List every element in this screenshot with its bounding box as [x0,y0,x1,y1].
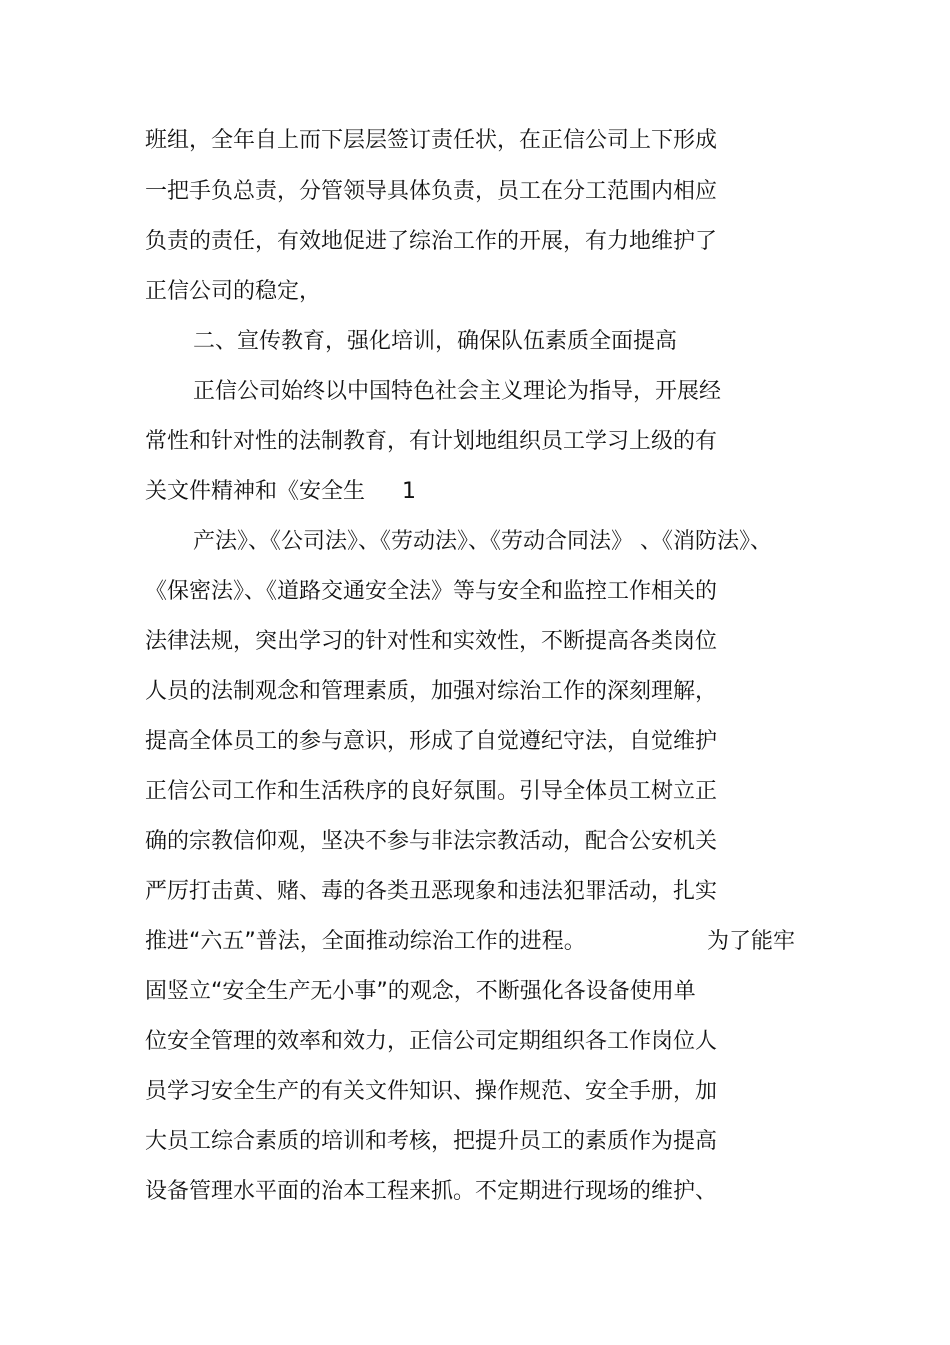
text-line: 位安全管理的效率和效力，正信公司定期组织各工作岗位人 [145,1029,718,1054]
text-line: 严厉打击黄、赌、毒的各类丑恶现象和违法犯罪活动，扎实 [145,879,718,904]
section-heading: 二、宣传教育，强化培训，确保队伍素质全面提高 [193,329,678,354]
text-line: 常性和针对性的法制教育，有计划地组织员工学习上级的有 [145,429,718,454]
text-line-tail: 为了能牢 [707,929,796,954]
text-line: 大员工综合素质的培训和考核，把提升员工的素质作为提高 [145,1129,718,1154]
text-line: 提高全体员工的参与意识，形成了自觉遵纪守法，自觉维护 [145,729,718,754]
text-line: 《保密法》、《道路交通安全法》等与安全和监控工作相关的 [145,579,718,604]
text-line: 关文件精神和《安全生 [145,479,366,504]
text-line: 产法》、《公司法》、《劳动法》、《劳动合同法》 、《消防法》、 [193,529,772,554]
text-line: 法律法规，突出学习的针对性和实效性，不断提高各类岗位 [145,629,718,654]
text-line: 确的宗教信仰观，坚决不参与非法宗教活动，配合公安机关 [145,829,718,854]
text-line: 一把手负总责，分管领导具体负责，员工在分工范围内相应 [145,179,718,204]
text-line: 正信公司工作和生活秩序的良好氛围。引导全体员工树立正 [145,779,718,804]
text-line: 正信公司始终以中国特色社会主义理论为指导，开展经 [193,379,722,404]
page-number: 1 [402,479,416,504]
text-line: 设备管理水平面的治本工程来抓。不定期进行现场的维护、 [145,1179,718,1204]
text-line: 推进“六五”普法，全面推动综治工作的进程。 [145,929,586,954]
text-line: 负责的责任，有效地促进了综治工作的开展，有力地维护了 [145,229,718,254]
text-line: 员学习安全生产的有关文件知识、操作规范、安全手册，加 [145,1079,718,1104]
text-line: 正信公司的稳定， [145,279,322,304]
text-line: 固竖立“安全生产无小事”的观念，不断强化各设备使用单 [145,979,696,1004]
text-line: 班组，全年自上而下层层签订责任状，在正信公司上下形成 [145,128,718,153]
text-line: 人员的法制观念和管理素质，加强对综治工作的深刻理解， [145,679,718,704]
